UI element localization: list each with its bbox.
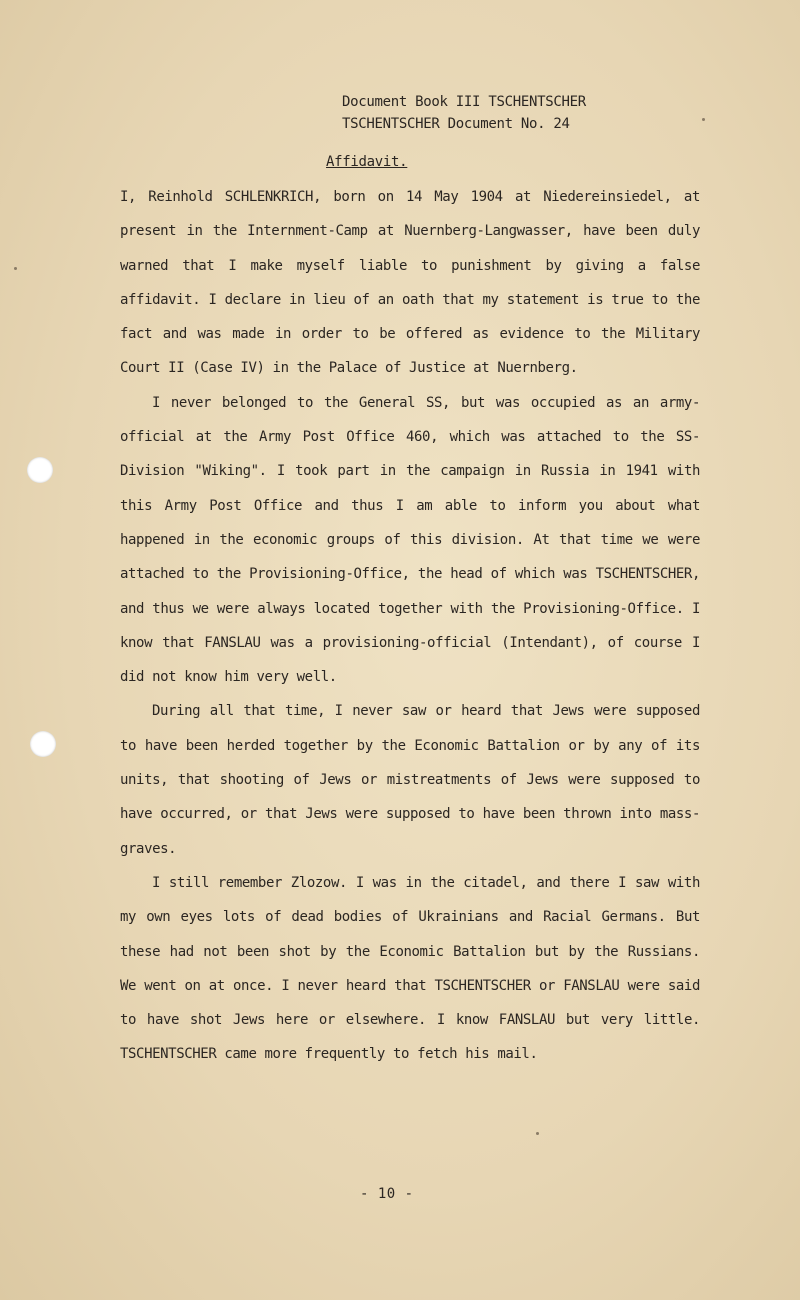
page-number: - 10 - bbox=[360, 1186, 414, 1202]
paper-speck bbox=[14, 267, 17, 270]
paper-speck bbox=[536, 1132, 539, 1135]
document-title: Affidavit. bbox=[326, 154, 408, 170]
paper-speck bbox=[702, 118, 705, 121]
paragraph-4: I still remember Zlozow. I was in the citadel, and there I saw with my own eyes lots of dead bodies of Ukrainians and Racial Germans. But these had not been shot by the Economic Battalion but by the Russians. We went on at once. I never heard that TSCHENTSCHER or FANSLAU were said to have shot Jews here or elsewhere. I know FANSLAU but very little. TSCHENTSCHER came more frequently to fetch his mail. bbox=[120, 874, 700, 1063]
punch-hole bbox=[27, 457, 53, 483]
paragraph-1: I, Reinhold SCHLENKRICH, born on 14 May 1904 at Niedereinsiedel, at present in the Internment-Camp at Nuernberg-Langwasser, have been duly warned that I make myself liable to punishment by giving a false affidavit. I declare in lieu of an oath that my statement is true to the fact and was made in order to be offered as evidence to the Military Court II (Case IV) in the Palace of Justice at Nuernberg. bbox=[120, 189, 700, 377]
paragraph-3: During all that time, I never saw or heard that Jews were supposed to have been herded together by the Economic Battalion or by any of its units, that shooting of Jews or mistreatments of Jews were supposed to have occurred, or that Jews were supposed to have been thrown into mass-graves. bbox=[120, 703, 700, 857]
paragraph-2: I never belonged to the General SS, but was occupied as an army-official at the Army Post Office 460, which was attached to the SS-Division "Wiking". I took part in the campaign in Russia in 1941 with this Army Post Office and thus I am able to inform you about what happened in the economic groups of this division. At that time we were attached to the Provisioning-Office, the head of which was TSCHENTSCHER, and thus we were always located together with the Provisioning-Office. I know that FANSLAU was a provisioning-official (Intendant), of course I did not know him very well. bbox=[120, 394, 700, 686]
header-line-1: Document Book III TSCHENTSCHER bbox=[342, 94, 586, 110]
header-line-2: TSCHENTSCHER Document No. 24 bbox=[342, 116, 570, 132]
document-header bbox=[342, 91, 586, 135]
punch-hole bbox=[30, 731, 56, 757]
affidavit-body bbox=[120, 180, 700, 1072]
